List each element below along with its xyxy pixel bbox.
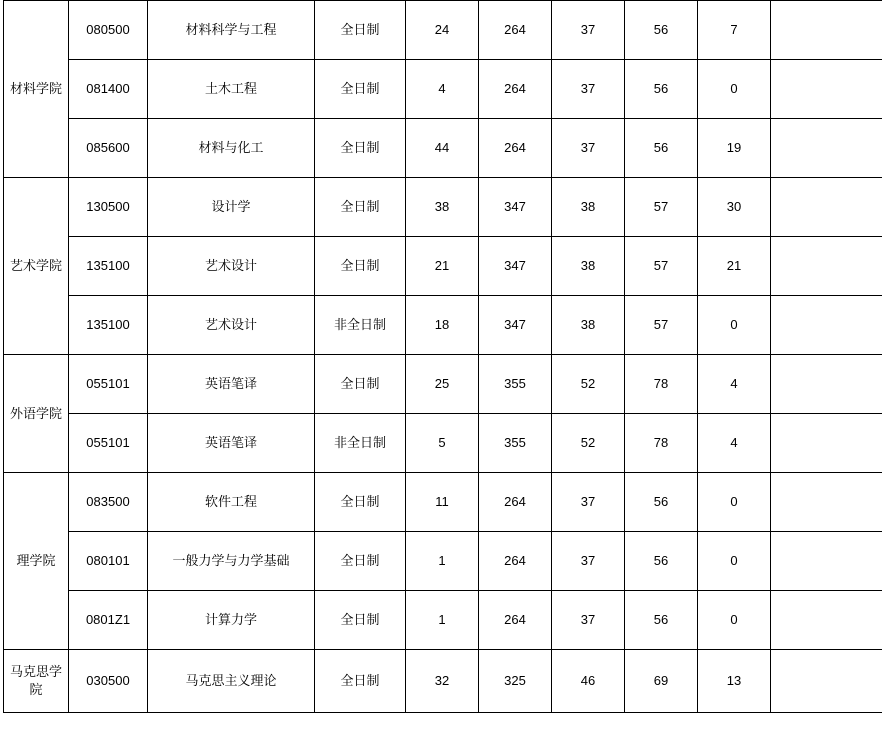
major-cell: 马克思主义理论 — [148, 650, 315, 713]
total-score-cell: 264 — [479, 60, 552, 119]
total-score-cell: 325 — [479, 650, 552, 713]
remark-cell — [771, 591, 882, 650]
total-score-cell: 264 — [479, 473, 552, 532]
college-cell: 材料学院 — [4, 1, 69, 178]
table-row — [4, 296, 882, 355]
admitted-cell: 11 — [406, 473, 479, 532]
code-cell: 080101 — [69, 532, 148, 591]
score-b-cell: 56 — [625, 1, 698, 60]
score-b-cell: 78 — [625, 355, 698, 414]
score-b-cell: 78 — [625, 414, 698, 473]
admitted-cell: 1 — [406, 591, 479, 650]
score-a-cell: 37 — [552, 119, 625, 178]
remark-cell — [771, 355, 882, 414]
score-a-cell: 52 — [552, 355, 625, 414]
table-row — [4, 591, 882, 650]
total-score-cell: 347 — [479, 296, 552, 355]
remark-cell — [771, 1, 882, 60]
score-b-cell: 69 — [625, 650, 698, 713]
remark-cell — [771, 650, 882, 713]
mode-cell: 全日制 — [315, 237, 406, 296]
total-score-cell: 355 — [479, 355, 552, 414]
code-cell: 083500 — [69, 473, 148, 532]
mode-cell: 全日制 — [315, 178, 406, 237]
admitted-cell: 21 — [406, 237, 479, 296]
extra-cell: 21 — [698, 237, 771, 296]
table-row — [4, 355, 882, 414]
remark-cell — [771, 296, 882, 355]
code-cell: 081400 — [69, 60, 148, 119]
score-a-cell: 37 — [552, 591, 625, 650]
major-cell: 艺术设计 — [148, 296, 315, 355]
admitted-cell: 1 — [406, 532, 479, 591]
score-b-cell: 56 — [625, 473, 698, 532]
extra-cell: 19 — [698, 119, 771, 178]
total-score-cell: 347 — [479, 178, 552, 237]
mode-cell: 全日制 — [315, 60, 406, 119]
major-cell: 英语笔译 — [148, 355, 315, 414]
mode-cell: 全日制 — [315, 591, 406, 650]
score-a-cell: 46 — [552, 650, 625, 713]
extra-cell: 30 — [698, 178, 771, 237]
major-cell: 英语笔译 — [148, 414, 315, 473]
admitted-cell: 5 — [406, 414, 479, 473]
admitted-cell: 25 — [406, 355, 479, 414]
major-cell: 土木工程 — [148, 60, 315, 119]
college-cell: 马克思学院 — [4, 650, 69, 713]
major-cell: 艺术设计 — [148, 237, 315, 296]
remark-cell — [771, 119, 882, 178]
total-score-cell: 355 — [479, 414, 552, 473]
remark-cell — [771, 532, 882, 591]
code-cell: 085600 — [69, 119, 148, 178]
code-cell: 055101 — [69, 414, 148, 473]
score-a-cell: 37 — [552, 532, 625, 591]
admitted-cell: 24 — [406, 1, 479, 60]
table-row — [4, 473, 882, 532]
total-score-cell: 264 — [479, 532, 552, 591]
code-cell: 135100 — [69, 237, 148, 296]
code-cell: 130500 — [69, 178, 148, 237]
extra-cell: 0 — [698, 60, 771, 119]
remark-cell — [771, 237, 882, 296]
code-cell: 135100 — [69, 296, 148, 355]
extra-cell: 0 — [698, 473, 771, 532]
mode-cell: 非全日制 — [315, 414, 406, 473]
table-body — [4, 1, 882, 713]
score-b-cell: 57 — [625, 296, 698, 355]
admitted-cell: 38 — [406, 178, 479, 237]
major-cell: 计算力学 — [148, 591, 315, 650]
code-cell: 080500 — [69, 1, 148, 60]
total-score-cell: 347 — [479, 237, 552, 296]
table-row — [4, 650, 882, 713]
table-row — [4, 532, 882, 591]
extra-cell: 4 — [698, 355, 771, 414]
admitted-cell: 4 — [406, 60, 479, 119]
extra-cell: 0 — [698, 532, 771, 591]
table-row — [4, 414, 882, 473]
table-row — [4, 1, 882, 60]
extra-cell: 7 — [698, 1, 771, 60]
mode-cell: 全日制 — [315, 650, 406, 713]
admitted-cell: 18 — [406, 296, 479, 355]
table-row — [4, 237, 882, 296]
score-b-cell: 56 — [625, 591, 698, 650]
extra-cell: 13 — [698, 650, 771, 713]
code-cell: 030500 — [69, 650, 148, 713]
table-row — [4, 60, 882, 119]
score-b-cell: 56 — [625, 60, 698, 119]
college-cell: 外语学院 — [4, 355, 69, 473]
score-a-cell: 38 — [552, 296, 625, 355]
score-a-cell: 37 — [552, 1, 625, 60]
remark-cell — [771, 473, 882, 532]
code-cell: 055101 — [69, 355, 148, 414]
score-b-cell: 57 — [625, 178, 698, 237]
score-a-cell: 37 — [552, 473, 625, 532]
college-cell: 艺术学院 — [4, 178, 69, 355]
major-cell: 材料与化工 — [148, 119, 315, 178]
extra-cell: 0 — [698, 591, 771, 650]
mode-cell: 非全日制 — [315, 296, 406, 355]
mode-cell: 全日制 — [315, 1, 406, 60]
code-cell: 0801Z1 — [69, 591, 148, 650]
mode-cell: 全日制 — [315, 355, 406, 414]
total-score-cell: 264 — [479, 1, 552, 60]
major-cell: 材料科学与工程 — [148, 1, 315, 60]
extra-cell: 4 — [698, 414, 771, 473]
mode-cell: 全日制 — [315, 473, 406, 532]
remark-cell — [771, 414, 882, 473]
score-a-cell: 38 — [552, 178, 625, 237]
admitted-cell: 32 — [406, 650, 479, 713]
total-score-cell: 264 — [479, 119, 552, 178]
table-row — [4, 119, 882, 178]
major-cell: 软件工程 — [148, 473, 315, 532]
remark-cell — [771, 178, 882, 237]
major-cell: 设计学 — [148, 178, 315, 237]
mode-cell: 全日制 — [315, 532, 406, 591]
college-cell: 理学院 — [4, 473, 69, 650]
score-b-cell: 56 — [625, 119, 698, 178]
score-b-cell: 56 — [625, 532, 698, 591]
remark-cell — [771, 60, 882, 119]
score-a-cell: 38 — [552, 237, 625, 296]
extra-cell: 0 — [698, 296, 771, 355]
admissions-table — [3, 0, 882, 713]
mode-cell: 全日制 — [315, 119, 406, 178]
major-cell: 一般力学与力学基础 — [148, 532, 315, 591]
admitted-cell: 44 — [406, 119, 479, 178]
total-score-cell: 264 — [479, 591, 552, 650]
table-row — [4, 178, 882, 237]
score-b-cell: 57 — [625, 237, 698, 296]
score-a-cell: 52 — [552, 414, 625, 473]
score-a-cell: 37 — [552, 60, 625, 119]
